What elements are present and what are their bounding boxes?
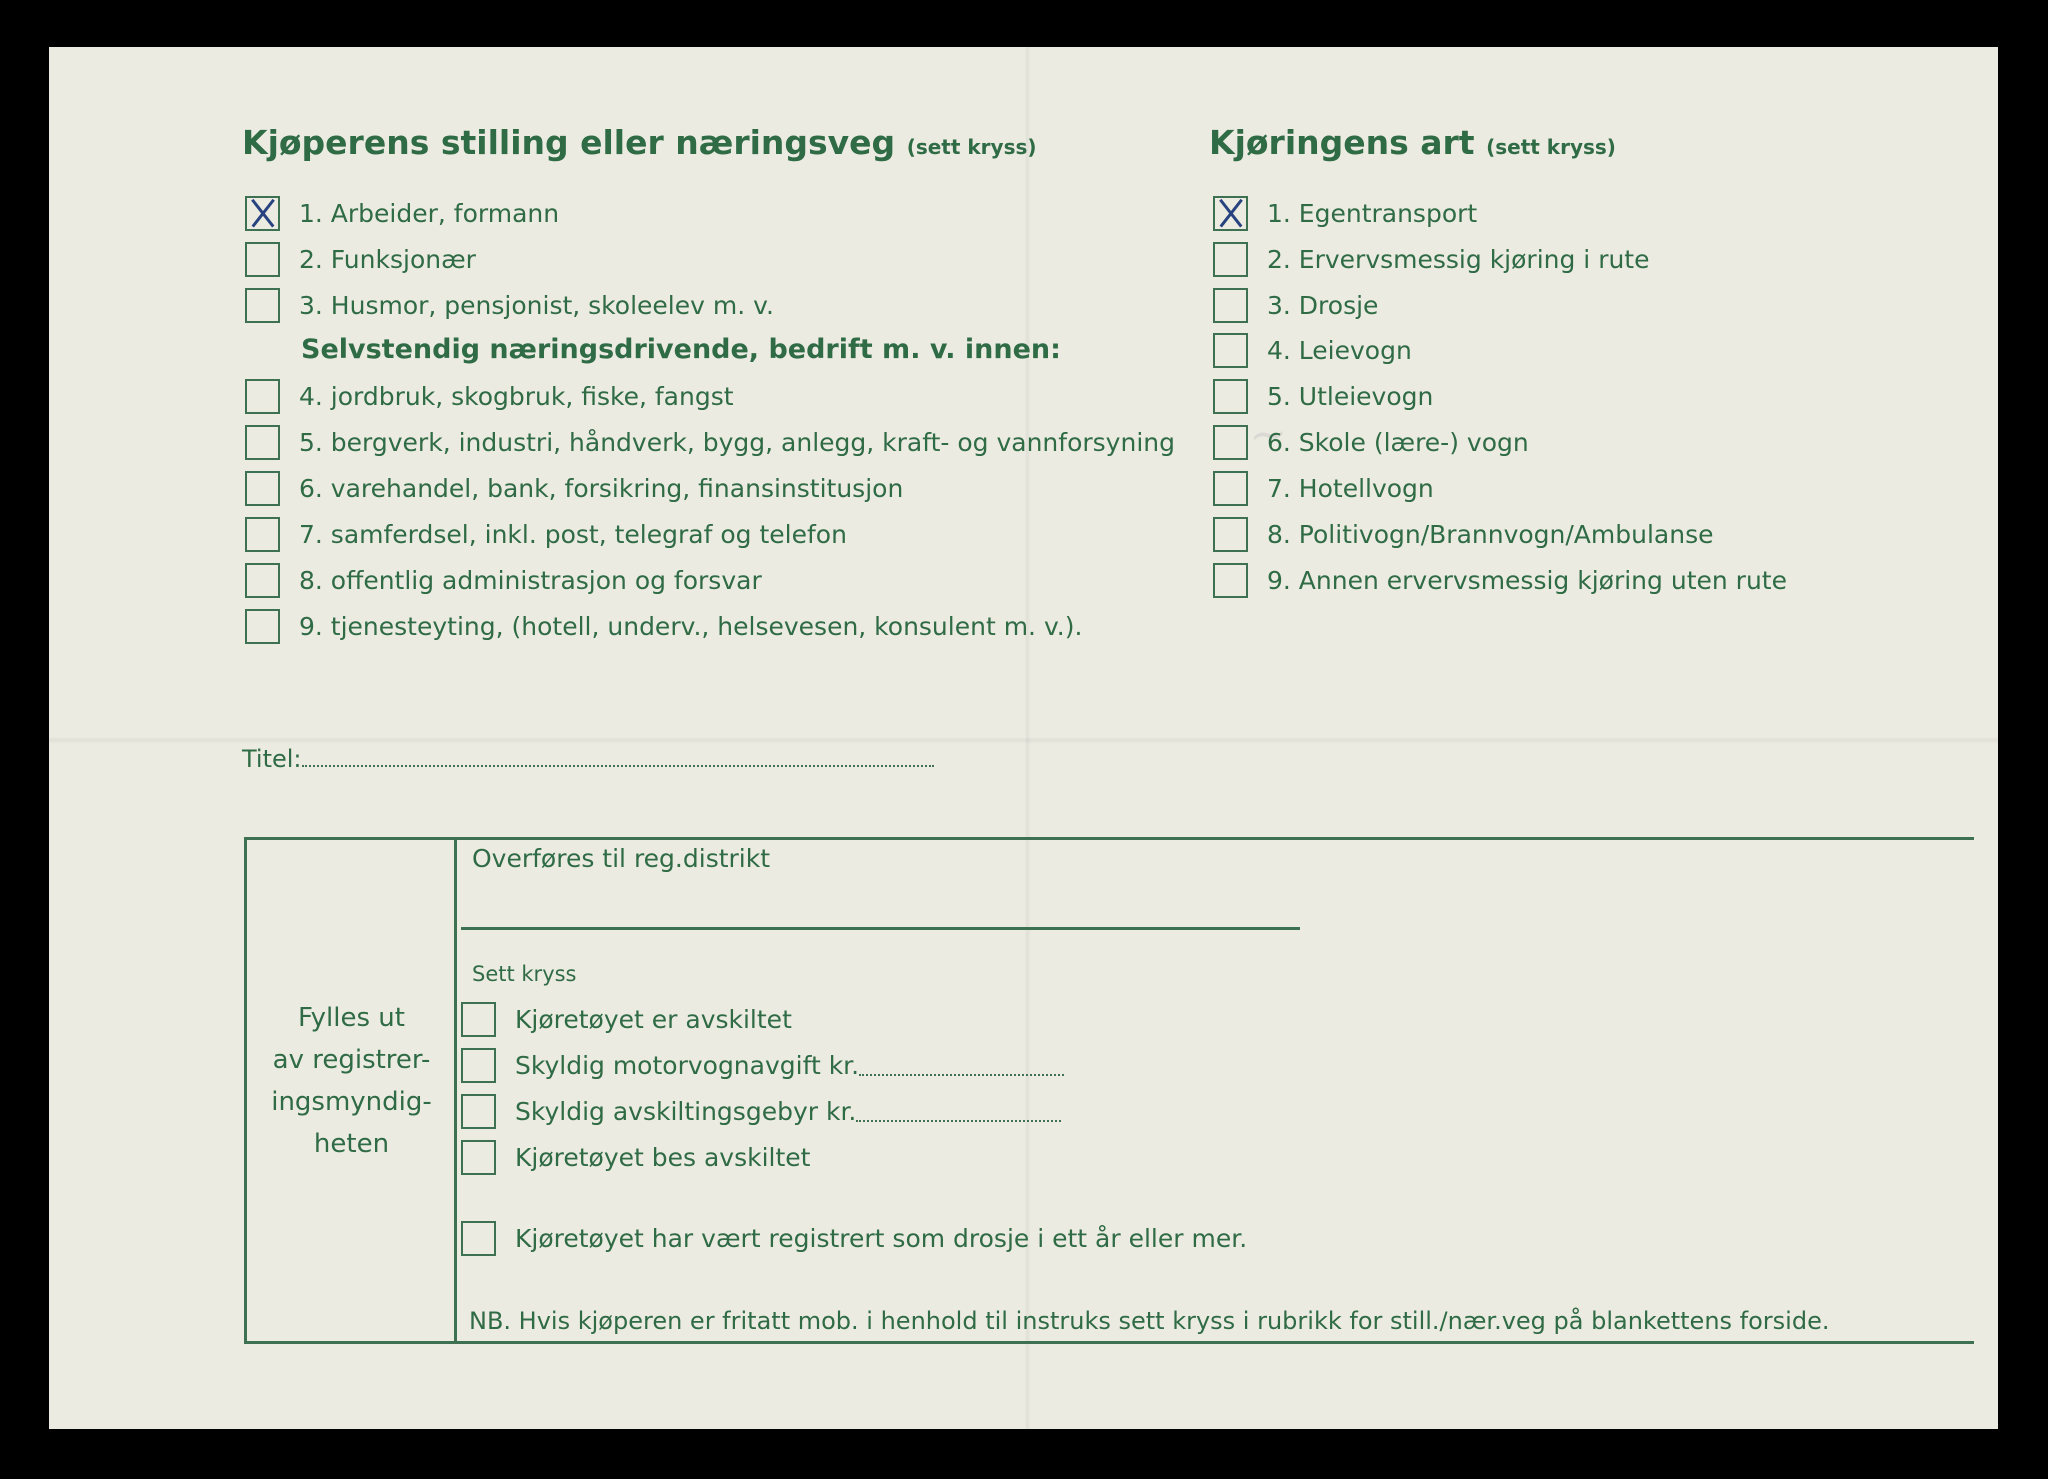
self-employed-subheading: Selvstendig næringsdrivende, bedrift m. v. innen: <box>301 334 1061 365</box>
driving-option-9[interactable] <box>1213 560 1787 600</box>
reverse-bleed-through: ~ <box>1247 405 1290 463</box>
registry-option-label: Skyldig avskiltingsgebyr kr. <box>515 1096 857 1126</box>
nb-note: NB. Hvis kjøperen er fritatt mob. i henhold til instruks sett kryss i rubrikk for still./nær.veg på blankettens forside. <box>469 1307 1830 1335</box>
industry-option-label: 9. tjenesteyting, (hotell, underv., helsevesen, konsulent m. v.). <box>299 611 1083 641</box>
checkbox-driving-8[interactable] <box>1213 517 1248 552</box>
checkbox-industry-4[interactable] <box>245 379 280 414</box>
registry-option-4[interactable] <box>461 1137 810 1177</box>
driving-option-label: 1. Egentransport <box>1267 198 1478 228</box>
driving-option-1[interactable] <box>1213 193 1477 233</box>
driving-option-label: 3. Drosje <box>1267 290 1379 320</box>
motor-tax-amount-line[interactable] <box>859 1074 1064 1076</box>
drosje-registration-option[interactable] <box>461 1218 1247 1258</box>
checkbox-industry-5[interactable] <box>245 425 280 460</box>
driving-option-label: 7. Hotellvogn <box>1267 473 1434 503</box>
side-label-line: Fylles ut <box>298 1003 405 1033</box>
checkbox-driving-6[interactable] <box>1213 425 1248 460</box>
driving-type-title: Kjøringens art <box>1209 123 1475 162</box>
occupation-option-1[interactable] <box>245 193 559 233</box>
driving-option-label: 5. Utleievogn <box>1267 381 1434 411</box>
driving-option-label: 6. Skole (lære-) vogn <box>1267 427 1529 457</box>
checkbox-driving-4[interactable] <box>1213 333 1248 368</box>
titel-dotted-line[interactable] <box>302 765 934 767</box>
checkbox-industry-9[interactable] <box>245 609 280 644</box>
registry-option-label: Kjøretøyet bes avskiltet <box>515 1142 811 1172</box>
checkbox-registry-1[interactable] <box>461 1002 496 1037</box>
transfer-district-label: Overføres til reg.distrikt <box>472 844 771 873</box>
checkbox-occupation-3[interactable] <box>245 288 280 323</box>
industry-option-9[interactable] <box>245 606 1082 646</box>
registry-option-2[interactable] <box>461 1045 1064 1085</box>
checkbox-registry-4[interactable] <box>461 1140 496 1175</box>
industry-option-label: 8. offentlig administrasjon og forsvar <box>299 565 762 595</box>
registry-option-3[interactable] <box>461 1091 1061 1131</box>
side-label-line: ingsmyndig- <box>271 1087 432 1117</box>
checkbox-occupation-1[interactable] <box>245 196 280 231</box>
checkbox-industry-6[interactable] <box>245 471 280 506</box>
buyer-occupation-note: (sett kryss) <box>906 135 1037 159</box>
sett-kryss-label: Sett kryss <box>472 962 577 986</box>
checkbox-occupation-2[interactable] <box>245 242 280 277</box>
side-label-line: av registrer- <box>272 1045 431 1075</box>
occupation-option-2[interactable] <box>245 239 476 279</box>
side-label-line: heten <box>313 1129 390 1159</box>
industry-option-7[interactable] <box>245 514 847 554</box>
checkbox-driving-1[interactable] <box>1213 196 1248 231</box>
checkbox-registry-2[interactable] <box>461 1048 496 1083</box>
plate-fee-amount-line[interactable] <box>856 1120 1061 1122</box>
checkbox-industry-7[interactable] <box>245 517 280 552</box>
drosje-registration-label: Kjøretøyet har vært registrert som drosje i ett år eller mer. <box>515 1223 1248 1253</box>
checkbox-industry-8[interactable] <box>245 563 280 598</box>
industry-option-label: 5. bergverk, industri, håndverk, bygg, anlegg, kraft- og vannforsyning <box>299 427 1175 457</box>
occupation-option-3[interactable] <box>245 285 774 325</box>
driving-option-label: 8. Politivogn/Brannvogn/Ambulanse <box>1267 519 1714 549</box>
driving-option-2[interactable] <box>1213 239 1650 279</box>
industry-option-5[interactable] <box>245 422 1175 462</box>
industry-option-label: 6. varehandel, bank, forsikring, finansinstitusjon <box>299 473 904 503</box>
registry-option-label: Skyldig motorvognavgift kr. <box>515 1050 860 1080</box>
driving-option-5[interactable] <box>1213 376 1433 416</box>
checkbox-driving-5[interactable] <box>1213 379 1248 414</box>
registry-side-label <box>254 997 449 1165</box>
industry-option-6[interactable] <box>245 468 903 508</box>
driving-option-7[interactable] <box>1213 468 1434 508</box>
buyer-occupation-title: Kjøperens stilling eller næringsveg <box>242 123 896 162</box>
industry-option-label: 4. jordbruk, skogbruk, fiske, fangst <box>299 381 734 411</box>
registry-option-1[interactable] <box>461 999 792 1039</box>
titel-field[interactable] <box>242 745 934 773</box>
registry-box-divider <box>454 837 457 1344</box>
checkbox-driving-7[interactable] <box>1213 471 1248 506</box>
checkbox-driving-3[interactable] <box>1213 288 1248 323</box>
industry-option-8[interactable] <box>245 560 762 600</box>
checkbox-driving-9[interactable] <box>1213 563 1248 598</box>
buyer-occupation-heading <box>242 123 1037 162</box>
occupation-option-label: 3. Husmor, pensjonist, skoleelev m. v. <box>299 290 774 320</box>
driving-option-3[interactable] <box>1213 285 1378 325</box>
driving-option-label: 4. Leievogn <box>1267 335 1412 365</box>
checkbox-drosje-registration[interactable] <box>461 1221 496 1256</box>
driving-option-label: 2. Ervervsmessig kjøring i rute <box>1267 244 1650 274</box>
driving-option-4[interactable] <box>1213 330 1412 370</box>
industry-option-4[interactable] <box>245 376 734 416</box>
checkbox-registry-3[interactable] <box>461 1094 496 1129</box>
checkbox-driving-2[interactable] <box>1213 242 1248 277</box>
occupation-option-label: 2. Funksjonær <box>299 244 476 274</box>
driving-option-label: 9. Annen ervervsmessig kjøring uten rute <box>1267 565 1787 595</box>
driving-type-note: (sett kryss) <box>1486 135 1616 159</box>
titel-label: Titel: <box>242 745 302 773</box>
driving-option-6[interactable] <box>1213 422 1529 462</box>
driving-type-heading <box>1209 123 1616 162</box>
driving-option-8[interactable] <box>1213 514 1714 554</box>
registry-option-label: Kjøretøyet er avskiltet <box>515 1004 792 1034</box>
transfer-district-line[interactable] <box>461 927 1300 930</box>
form-sheet <box>49 47 1998 1429</box>
occupation-option-label: 1. Arbeider, formann <box>299 198 560 228</box>
industry-option-label: 7. samferdsel, inkl. post, telegraf og telefon <box>299 519 847 549</box>
